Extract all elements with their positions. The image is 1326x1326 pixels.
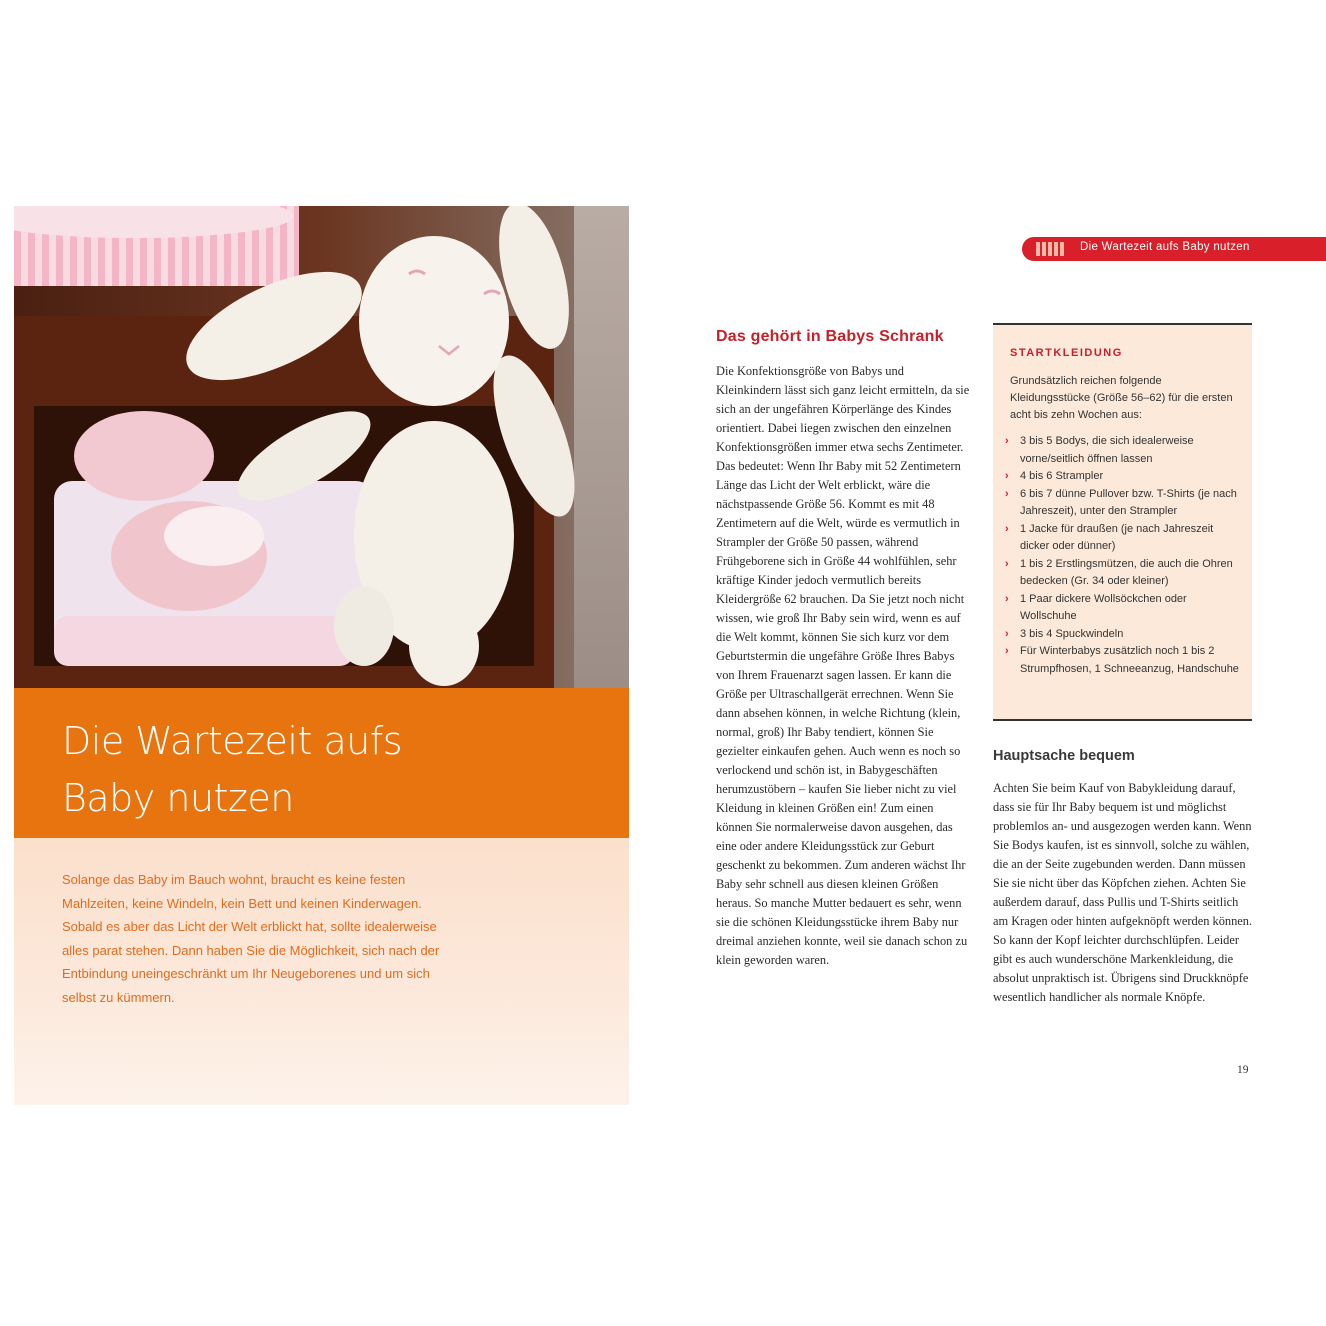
chapter-intro-text: Solange das Baby im Bauch wohnt, braucht es keine festen Mahlzeiten, keine Windeln, kein Bett und keinen Kinderwagen. Sobald es aber das Licht der Welt erblickt hat, sollte idealerweise alles parat stehen. Dann haben Sie die Möglichkeit, sich nach der Entbindung uneingeschränkt um Ihr Neugeborenes und um sich selbst zu kümmern. xyxy=(62,872,440,1005)
chevron-right-icon: › xyxy=(1005,627,1009,640)
chapter-title-band xyxy=(14,688,629,838)
running-header-text: Die Wartezeit aufs Baby nutzen xyxy=(1080,241,1250,253)
body-text-column-2: Achten Sie beim Kauf von Babykleidung darauf, dass sie für Ihr Baby bequem ist und möglichst problemlos an- und ausgezogen werden kann. Wenn Sie Bodys kaufen, ist es sinnvoll, solche zu wählen, die an der Seite zugebunden werden. Dann müssen Sie sie nicht über das Köpfchen ziehen. Achten Sie außerdem darauf, dass Pullis und T-Shirts seitlich am Kragen oder hinten aufgeknöpft werden können. So kann der Kopf leichter durchschlüpfen. Leider gibt es auch wunderschöne Markenkleidung, die absolut unpraktisch ist. Übrigens sind Druckknöpfe wesentlich handlicher als normale Knöpfe. xyxy=(993,781,1253,1004)
sidebar-intro: Grundsätzlich reichen folgende Kleidungsstücke (Größe 56–62) für die ersten acht bis zehn Wochen aus: xyxy=(1010,375,1233,421)
running-header xyxy=(1022,237,1326,261)
list-item-text: 3 bis 5 Bodys, die sich idealerweise vorne/seitlich öffnen lassen xyxy=(1020,435,1194,465)
list-item xyxy=(1003,486,1243,521)
list-item-text: 1 Jacke für draußen (je nach Jahreszeit dicker oder dünner) xyxy=(1020,522,1214,552)
sidebar-list xyxy=(1003,433,1243,678)
list-item xyxy=(1003,591,1243,626)
chevron-right-icon: › xyxy=(1005,592,1009,605)
chapter-title-line-1: Die Wartezeit aufs xyxy=(62,719,403,763)
list-item xyxy=(1003,643,1243,678)
list-item-text: 1 Paar dickere Wollsöckchen oder Wollschuhe xyxy=(1020,592,1187,622)
section-heading: Das gehört in Babys Schrank xyxy=(716,328,944,345)
chapter-intro-box xyxy=(14,838,629,1105)
chevron-right-icon: › xyxy=(1005,435,1009,447)
list-item xyxy=(1003,433,1243,468)
chevron-right-icon: › xyxy=(1005,487,1009,500)
chevron-right-icon: › xyxy=(1005,470,1009,482)
chevron-right-icon: › xyxy=(1005,522,1009,535)
chapter-title xyxy=(62,713,402,827)
list-item xyxy=(1003,556,1243,591)
chapter-photo xyxy=(14,206,629,688)
body-text-column-1: Die Konfektionsgröße von Babys und Kleinkindern lässt sich ganz leicht ermitteln, da sie sich an der ungefähren Körperlänge des Kindes orientiert. Dabei liegen zwischen den einzelnen Konfektionsgrößen immer etwa sechs Zentimeter. Das bedeutet: Wenn Ihr Baby mit 52 Zentimetern Länge das Licht der Welt erblickt, wäre die nächstpassende Größe 56. Kommt es mit 48 Zentimetern auf die Welt, würde es vermutlich in Strampler der Größe 50 passen, während Frühgeborene sich in Größe 44 wohlfühlen, sehr kräftige Kinder jedoch vermutlich bereits Kleidergröße 62 brauchen. Da Sie jetzt noch nicht wissen, wie groß Ihr Baby sein wird, wenn es auf die Welt kommt, können Sie sich kurz vor dem Geburtstermin die ungefähre Größe Ihres Babys von Ihrem Frauenarzt sagen lassen. Er kann die Größe per Ultraschallgerät errechnen. Wenn Sie dann absehen können, in welche Richtung (klein, normal, groß) Ihr Baby tendiert, können Sie gezielter einkaufen gehen. Auch wenn es noch so verlockend und schön ist, in Babygeschäften herumzustöbern – kaufen Sie lieber nicht zu viel Kleidung in kleinen Größen ein! Zum einen können Sie normalerweise davon ausgehen, das eine oder andere Kleidungsstück zur Geburt geschenkt zu bekommen. Zum anderen wächst Ihr Baby sehr schnell aus diesen kleinen Größen heraus. So manche Mutter bedauert es sehr, wenn sie die schönen Kleidungsstücke ihrem Baby nur dreimal anziehen konnte, weil sie danach schon zu klein geworden waren. xyxy=(716,364,970,967)
page-number: 19 xyxy=(1237,1064,1249,1076)
list-item xyxy=(1003,521,1243,556)
list-item xyxy=(1003,626,1243,644)
sidebar-title: STARTKLEIDUNG xyxy=(1010,347,1123,359)
list-item-text: 1 bis 2 Erstlingsmützen, die auch die Ohren bedecken (Gr. 34 oder kleiner) xyxy=(1020,557,1233,587)
list-item-text: Für Winterbabys zusätzlich noch 1 bis 2 Strumpfhosen, 1 Schneeanzug, Handschuhe xyxy=(1020,645,1239,675)
sidebar-box xyxy=(993,323,1252,721)
header-bars-icon xyxy=(1036,242,1064,256)
list-item-text: 4 bis 6 Strampler xyxy=(1020,470,1104,482)
chevron-right-icon: › xyxy=(1005,645,1009,657)
list-item xyxy=(1003,468,1243,486)
chapter-title-line-2: Baby nutzen xyxy=(62,776,294,820)
list-item-text: 3 bis 4 Spuckwindeln xyxy=(1020,627,1124,640)
list-item-text: 6 bis 7 dünne Pullover bzw. T-Shirts (je nach Jahreszeit), unter den Strampler xyxy=(1020,487,1237,517)
chevron-right-icon: › xyxy=(1005,557,1009,570)
sub-heading: Hauptsache bequem xyxy=(993,748,1135,764)
